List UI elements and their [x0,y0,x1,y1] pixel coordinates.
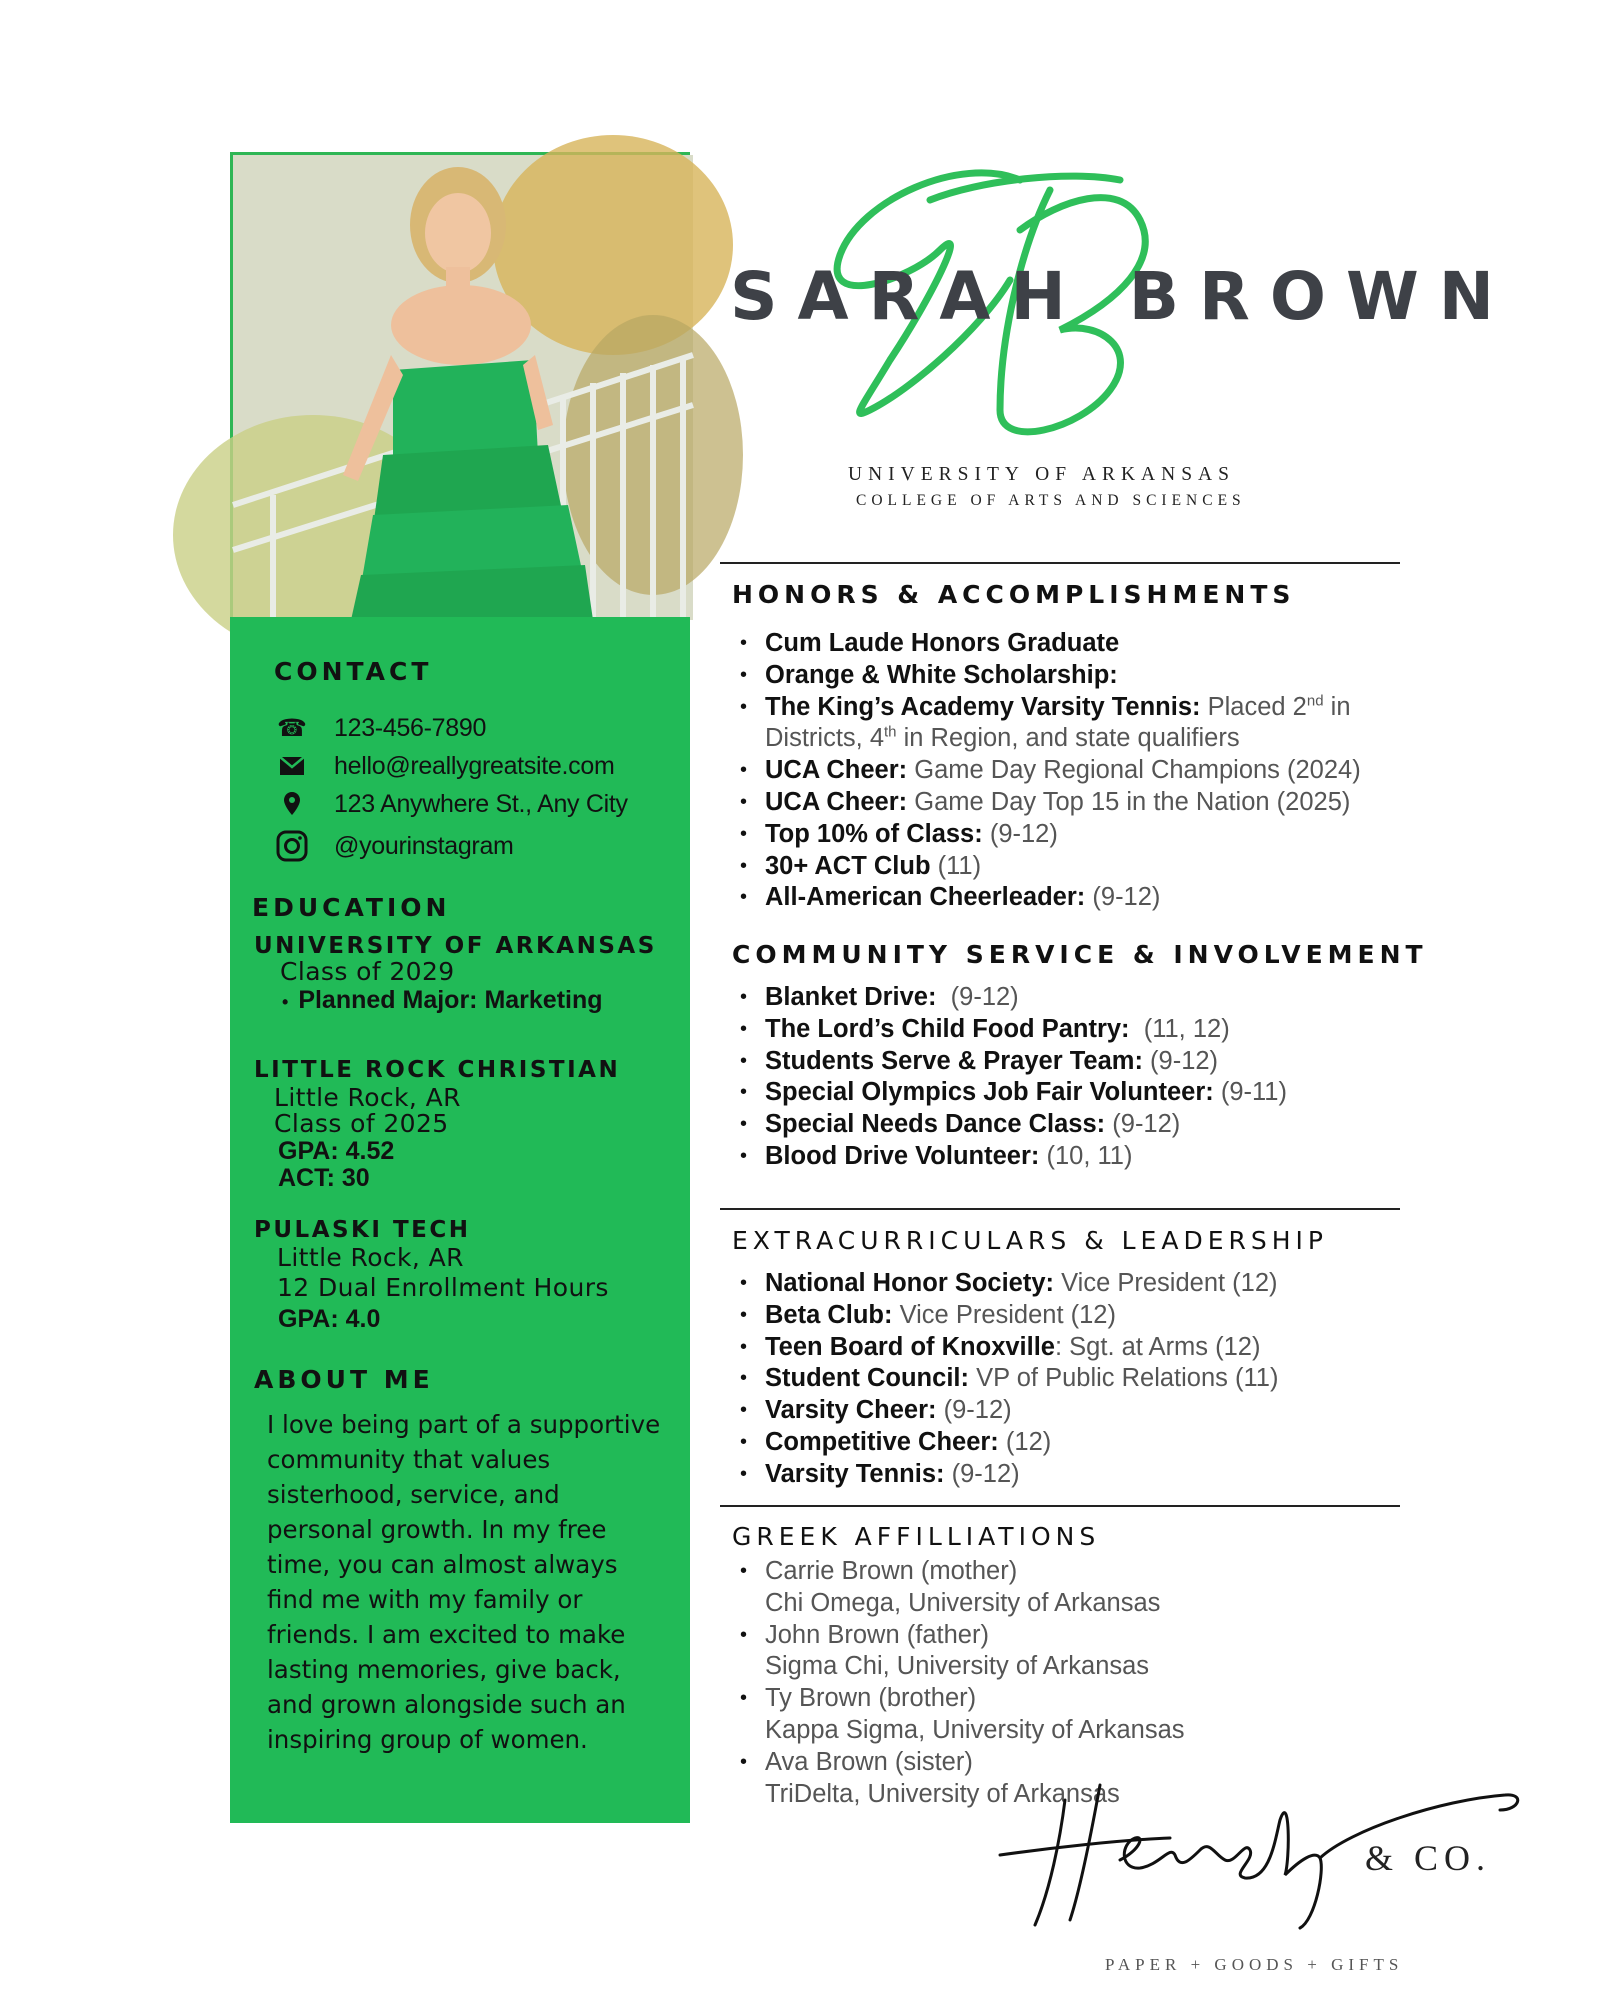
greek-heading: GREEK AFFILLIATIONS [732,1522,1101,1551]
list-item: • Special Olympics Job Fair Volunteer: (9-11) [740,1077,1287,1109]
profile-photo [230,152,690,617]
extracurriculars-list [740,1268,1278,1491]
phone-text: 123-456-7890 [334,713,487,742]
college-line: COLLEGE OF ARTS AND SCIENCES [856,492,1246,509]
list-item: • Varsity Cheer: (9-12) [740,1395,1278,1427]
about-paragraph: I love being part of a supportive community that values sisterhood, service, and personal growth. In my free time, you can almost always find me with my family or friends. I am excited to make lasting memories, give back, and grown alongside such an inspiring group of women. [267,1410,661,1754]
address-text: 123 Anywhere St., Any City [334,789,628,818]
list-item: • Top 10% of Class: (9-12) [740,819,1361,851]
phone-icon: ☎ [277,714,307,742]
contact-email [272,751,615,781]
location-pin-icon [272,789,312,819]
list-item: • Special Needs Dance Class: (9-12) [740,1109,1287,1141]
list-item: • Ava Brown (sister) TriDelta, University of Arkansas [740,1747,1185,1811]
list-item: • Cum Laude Honors Graduate [740,628,1361,660]
hensley-logo [970,1760,1530,1930]
about-heading: ABOUT ME [254,1365,434,1394]
list-item: • Student Council: VP of Public Relations (11) [740,1363,1278,1395]
list-item: • 30+ ACT Club (11) [740,851,1361,883]
list-item: • Varsity Tennis: (9-12) [740,1459,1278,1491]
school-detail: Little Rock, AR [277,1243,464,1272]
school-detail: 12 Dual Enrollment Hours [277,1273,609,1302]
list-item: • The Lord’s Child Food Pantry: (11, 12) [740,1014,1287,1046]
list-item: • Students Serve & Prayer Team: (9-12) [740,1046,1287,1078]
list-item: • UCA Cheer: Game Day Top 15 in the Nation (2025) [740,787,1361,819]
community-list [740,982,1287,1173]
list-item: • The King’s Academy Varsity Tennis: Placed 2nd in Districts, 4th in Region, and state qualifiers [740,692,1361,756]
list-item: • All-American Cheerleader: (9-12) [740,882,1361,914]
honors-heading: HONORS & ACCOMPLISHMENTS [732,580,1296,609]
extracurriculars-heading: EXTRACURRICULARS & LEADERSHIP [732,1226,1328,1255]
list-item: • Carrie Brown (mother) Chi Omega, University of Arkansas [740,1556,1185,1620]
major-text: Planned Major: Marketing [298,986,603,1014]
list-item: • Blood Drive Volunteer: (10, 11) [740,1141,1287,1173]
honors-list [740,628,1361,914]
instagram-text: @yourinstagram [334,831,514,860]
monogram-text: SB [820,147,842,164]
brand-tagline: PAPER + GOODS + GIFTS [1105,1955,1404,1974]
mail-icon [272,751,312,781]
sidebar-panel [230,617,690,1823]
gpa-text: GPA: 4.52 [278,1137,395,1165]
list-item: • Teen Board of Knoxville: Sgt. at Arms (12) [740,1332,1278,1364]
school-name: LITTLE ROCK CHRISTIAN [254,1057,621,1083]
brand-logo-text: & CO. [1365,1838,1492,1878]
school-detail: Class of 2029 [280,957,455,986]
contact-phone [272,713,486,743]
divider [720,1208,1400,1210]
school-detail: Class of 2025 [274,1109,449,1138]
divider [720,562,1400,564]
list-item: • Orange & White Scholarship: [740,660,1361,692]
act-text: ACT: 30 [278,1164,370,1192]
list-item: • National Honor Society: Vice President (12) [740,1268,1278,1300]
email-text: hello@reallygreatsite.com [334,751,615,780]
list-item: • Beta Club: Vice President (12) [740,1300,1278,1332]
contact-address [272,789,628,819]
school-name: UNIVERSITY OF ARKANSAS [254,933,657,959]
contact-instagram [272,831,514,861]
list-item: • John Brown (father) Sigma Chi, University of Arkansas [740,1620,1185,1684]
portrait-illustration [233,155,693,620]
list-item: • Blanket Drive: (9-12) [740,982,1287,1014]
gpa-text: GPA: 4.0 [278,1305,381,1333]
community-heading: COMMUNITY SERVICE & INVOLVEMENT [732,940,1428,969]
list-item: • UCA Cheer: Game Day Regional Champions (2024) [740,755,1361,787]
education-heading: EDUCATION [252,893,451,922]
instagram-icon [272,831,312,861]
school-name: PULASKI TECH [254,1217,471,1243]
school-bullet: • Planned Major: Marketing [282,986,603,1014]
school-detail: Little Rock, AR [274,1083,461,1112]
list-item: • Ty Brown (brother) Kappa Sigma, University of Arkansas [740,1683,1185,1747]
divider [720,1505,1400,1507]
list-item: • Competitive Cheer: (12) [740,1427,1278,1459]
university-line: UNIVERSITY OF ARKANSAS [848,464,1235,485]
applicant-name: SARAH BROWN [730,258,1514,335]
contact-heading: CONTACT [274,657,433,686]
